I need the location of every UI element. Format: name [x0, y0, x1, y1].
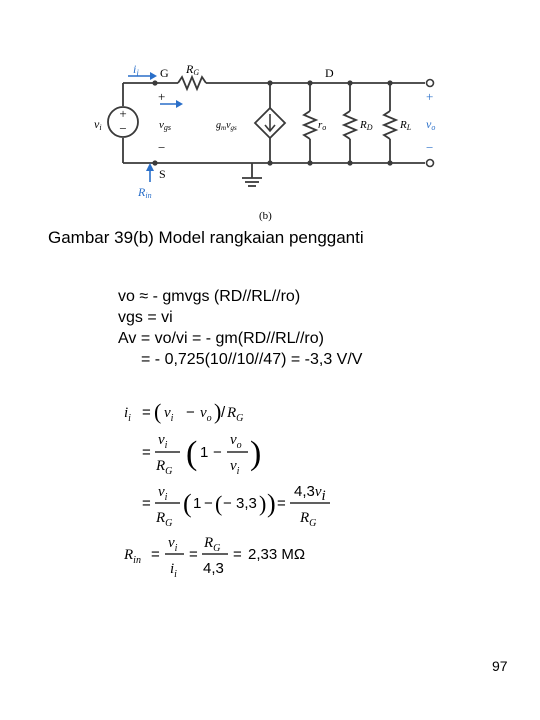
- deriv-eq5: =: [151, 546, 160, 563]
- label-ro: ro: [318, 119, 327, 132]
- svg-text:(: (: [183, 489, 192, 518]
- deriv-RG-2: $R_G$: [156, 458, 173, 477]
- deriv-value-33: 3,3: [236, 495, 257, 512]
- label-minus-out: −: [426, 140, 434, 155]
- deriv-vi-4: $v_i$: [158, 484, 168, 503]
- deriv-eq4: =: [277, 495, 286, 512]
- deriv-value-43: 4,3: [203, 560, 224, 577]
- deriv-minus-4: −: [223, 495, 232, 512]
- svg-text:−: −: [119, 121, 127, 136]
- page-number: 97: [492, 658, 508, 674]
- equivalent-circuit-diagram: [0, 0, 540, 230]
- deriv-RG-1: $R_G$: [227, 405, 244, 424]
- deriv-big-paren-open: (: [186, 435, 198, 472]
- label-RL: RL: [400, 119, 412, 132]
- output-terminal-top: [427, 80, 434, 87]
- label-plus-gs: +: [158, 89, 166, 104]
- output-terminal-bottom: [427, 160, 434, 167]
- deriv-eq3: =: [142, 495, 151, 512]
- label-vgs: vgs: [159, 119, 172, 132]
- label-RD: RD: [360, 119, 373, 132]
- deriv-slash: /: [221, 404, 226, 421]
- deriv-vi-5: $v_i$: [168, 535, 178, 554]
- deriv-big-paren-close: ): [250, 435, 262, 472]
- deriv-one-1: 1: [200, 444, 209, 461]
- deriv-one-2: 1: [193, 495, 202, 512]
- dependent-current-source: [255, 108, 285, 138]
- deriv-eq7: =: [233, 546, 242, 563]
- deriv-eq2: =: [142, 444, 151, 461]
- label-S: S: [159, 167, 166, 181]
- deriv-minus-3: −: [204, 495, 213, 512]
- deriv-RG-4: $R_G$: [300, 510, 317, 529]
- deriv-paren-close: ): [214, 399, 222, 424]
- deriv-minus-2: −: [213, 444, 222, 461]
- deriv-ii-2: $i_i$: [170, 561, 177, 580]
- svg-text:(: (: [215, 491, 223, 516]
- voltage-source: [108, 106, 138, 137]
- deriv-paren-open: (: [154, 399, 162, 424]
- deriv-vi-2: $v_i$: [158, 432, 168, 451]
- deriv-vi-1: $v_i$: [164, 405, 174, 424]
- deriv-eq6: =: [189, 546, 198, 563]
- deriv-ii: $i_i$: [124, 405, 131, 424]
- label-Rin: Rin: [138, 185, 152, 200]
- label-RG: RG: [186, 62, 200, 77]
- figure-label-b: (b): [259, 210, 272, 222]
- equation-av: Av = vo/vi = - gm(RD//RL//ro): [118, 330, 324, 347]
- label-vi: vi: [94, 117, 102, 132]
- deriv-eq1: =: [142, 404, 151, 421]
- label-gm-vgs: $g_mv_{gs}$: [216, 120, 237, 132]
- equation-vgs: vgs = vi: [118, 309, 173, 326]
- deriv-Rin: $R_{in}$: [124, 547, 141, 566]
- label-G: G: [160, 66, 169, 80]
- label-plus-out: +: [426, 89, 434, 104]
- svg-text:): ): [259, 491, 267, 516]
- deriv-RG-5: $R_G$: [204, 535, 221, 554]
- label-vo: vo: [426, 117, 436, 132]
- figure-caption: Gambar 39(b) Model rangkaian pengganti: [48, 228, 364, 247]
- equation-vo: vo ≈ - gmvgs (RD//RL//ro): [118, 288, 301, 305]
- input-resistance-derivation: [118, 395, 418, 595]
- deriv-vo-2: $v_o$: [230, 432, 242, 451]
- label-ii: $i_i$: [133, 62, 139, 78]
- equation-av-value: = - 0,725(10//10//47) = -3,3 V/V: [141, 351, 363, 368]
- deriv-vi-3: $v_i$: [230, 458, 240, 477]
- deriv-RG-3: $R_G$: [156, 510, 173, 529]
- deriv-result: 2,33 MΩ: [248, 546, 306, 563]
- svg-text:): ): [267, 489, 276, 518]
- deriv-vo-1: $v_o$: [200, 405, 212, 424]
- deriv-43vi: 4,3vi: [294, 483, 326, 504]
- deriv-minus-1: −: [186, 404, 195, 421]
- svg-text:+: +: [119, 106, 127, 121]
- label-D: D: [325, 66, 334, 80]
- label-minus-gs: −: [158, 140, 166, 155]
